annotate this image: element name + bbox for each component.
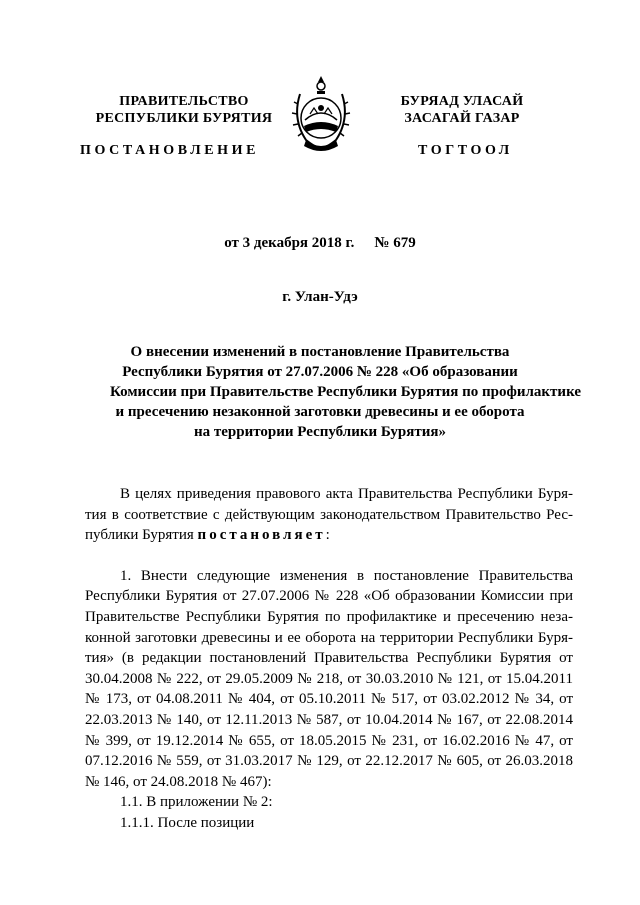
item-1-line: 1. Внести следующие изменения в постановление Правительства <box>120 567 573 584</box>
date-number-line <box>0 235 640 252</box>
item-1-1-1: 1.1.1. После позиции <box>120 814 255 831</box>
title-line: О внесении изменений в постановление Правительства <box>130 344 510 360</box>
government-name-buryat: БУРЯАД УЛАСАЙ ЗАСАГАЙ ГАЗАР <box>400 94 524 126</box>
decree-title <box>110 342 581 442</box>
title-line: на территории Республики Бурятия» <box>193 424 447 440</box>
preamble-line: публики Бурятия постановляет: <box>85 527 330 544</box>
item-1-line: № 173, от 04.08.2011 № 404, от 05.10.2011 № 517, от 03.02.2012 № 34, от <box>85 691 573 708</box>
item-1-line: 30.04.2008 № 222, от 29.05.2009 № 218, от 30.03.2010 № 121, от 15.04.2011 <box>85 670 573 687</box>
title-line: Республики Бурятия от 27.07.2006 № 228 «Об образовании <box>122 364 518 380</box>
item-1-line: конной заготовки древесины и ее оборота на территории Республики Буря- <box>85 629 573 646</box>
doc-type-russian: ПОСТАНОВЛЕНИЕ <box>80 143 260 158</box>
government-name-russian: ПРАВИТЕЛЬСТВО РЕСПУБЛИКИ БУРЯТИЯ <box>95 94 273 126</box>
item-1-line: тия» (в редакции постановлений Правительства Республики Бурятия от <box>85 650 573 667</box>
item-1-line: Правительстве Республики Бурятия по профилактике и пресечению неза- <box>85 608 573 625</box>
item-1-1: 1.1. В приложении № 2: <box>120 794 273 811</box>
decree-number: № 679 <box>374 235 416 251</box>
preamble-line: В целях приведения правового акта Правительства Республики Буря- <box>120 486 573 502</box>
item-1-line: № 146, от 24.08.2018 № 467): <box>85 773 272 790</box>
preamble-line: тия в соответствие с действующим законодательством Правительство Рес- <box>85 506 573 523</box>
coat-of-arms-icon <box>288 74 354 154</box>
decree-date: от 3 декабря 2018 г. <box>224 235 355 251</box>
title-line: и пресечению незаконной заготовки древесины и ее оборота <box>115 404 525 420</box>
city: г. Улан-Удэ <box>282 289 358 305</box>
doc-type-buryat: ТОГТООЛ <box>418 143 513 158</box>
resolves-word: постановляет <box>197 527 326 544</box>
item-1-line: № 399, от 19.12.2014 № 655, от 18.05.2015 № 231, от 16.02.2016 № 47, от <box>85 732 573 749</box>
item-1-line: 22.03.2013 № 140, от 12.11.2013 № 587, от 10.04.2014 № 167, от 22.08.2014 <box>85 711 573 728</box>
title-line: Комиссии при Правительстве Республики Бурятия по профилактике <box>110 384 581 400</box>
item-1-line: 07.12.2016 № 559, от 31.03.2017 № 129, от 22.12.2017 № 605, от 26.03.2018 <box>85 753 573 770</box>
item-1-line: Республики Бурятия от 27.07.2006 № 228 «Об образовании Комиссии при <box>85 588 573 605</box>
decree-body <box>85 484 573 834</box>
